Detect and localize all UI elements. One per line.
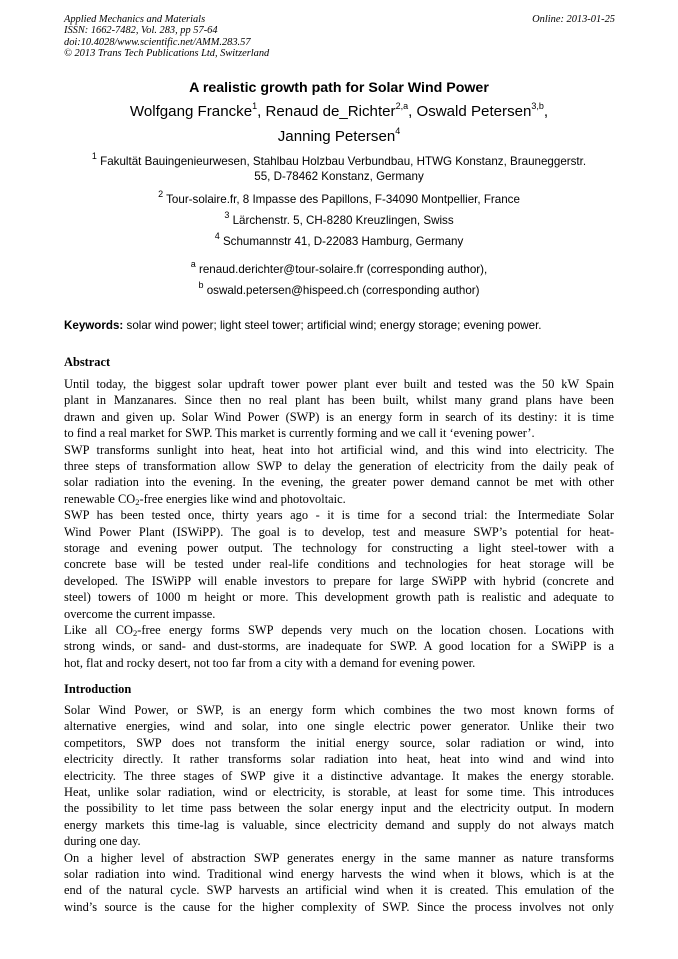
text-line: during one day.: [64, 834, 141, 849]
paper-title: A realistic growth path for Solar Wind Power: [189, 80, 489, 96]
online-date: [532, 14, 615, 25]
text-line: to find a real market for SWP. This market is currently forming and we call it ‘evening power’.: [64, 426, 535, 441]
journal-name: Applied Mechanics and Materials: [64, 14, 206, 25]
text-line: [64, 622, 614, 638]
affiliation-text: Fakultät Bauingenieurwesen, Stahlbau Holzbau Verbundbau, HTWG Konstanz, Brauneggerstr.: [100, 155, 587, 168]
text-line: solar radiation into the evening. In the evening, the greater power demand cannot be met with other: [64, 475, 614, 490]
authors-line-1: [0, 100, 678, 121]
text-line: Wind Power Plant (ISWiPP). The goal is to develop, test and measure SWP’s potential for heat-: [64, 524, 614, 539]
online-date-text: Online: 2013-01-25: [532, 14, 615, 25]
text-line: solar radiation into wind. Traditional wind energy harvests the wind when it blows, which is at the: [64, 867, 614, 881]
text-line: On a higher level of abstraction SWP generates energy in the same manner as nature transforms: [64, 850, 614, 865]
text-line: Until today, the biggest solar updraft tower power plant ever built and tested was the 50 kW Spain: [64, 377, 614, 391]
text-line: overcome the current impasse.: [64, 606, 216, 621]
journal-header: [64, 14, 269, 60]
text-line: three steps of transformation allow SWP to delay the generation of electricity from the daily peak of: [64, 459, 614, 473]
affiliation-sup: 3: [224, 210, 230, 221]
text-segment: -free energy forms SWP depends very much on the location chosen. Locations with: [137, 623, 615, 637]
author-name: Janning Petersen: [277, 128, 396, 145]
text-line: developed. The ISWiPP will enable investors to prepare for large SWiPP with hybrid (concrete and: [64, 573, 614, 588]
affiliation-sup: 1: [91, 151, 97, 162]
text-segment: renewable CO: [64, 491, 136, 506]
abstract-paragraph-4: [64, 622, 614, 671]
subscript: 2: [135, 496, 140, 507]
text-segment: Like all CO: [64, 623, 133, 637]
author-name: Wolfgang Francke: [129, 103, 253, 120]
text-line: Heat, unlike solar radiation, wind or electricity, is storable, at least for some time. This introduces: [64, 785, 614, 800]
text-line: electricity directly. It rather transforms solar radiation into heat, heat into wind and wind into: [64, 752, 614, 767]
author-sup: 4: [395, 125, 401, 136]
abstract-paragraph-1: [64, 376, 614, 442]
author-sup: 1: [252, 100, 258, 111]
text-line: storage and evening power output. The technology for constructing a light steel-tower with a: [64, 541, 614, 555]
text-line: the possibility to let time pass between the solar energy input and the electricity output. In modern: [64, 801, 614, 816]
introduction-paragraph-1: [64, 702, 614, 850]
abstract-heading: Abstract: [64, 355, 111, 369]
text-line: [64, 491, 614, 507]
text-line: alternative energies, wind and solar, into one single electric power generator. Unlike their two: [64, 719, 614, 734]
affiliation-text-cont: 55, D-78462 Konstanz, Germany: [254, 170, 424, 183]
text-line: hot, flat and rocky desert, not too far from a city with a demand for evening power.: [64, 655, 476, 670]
text-line: drawn and given up. Solar Wind Power (SWP) is an energy form in search of its destiny: it is time: [64, 409, 614, 424]
author-sep: ,: [408, 103, 417, 120]
text-line: SWP transforms sunlight into heat, heat into hot artificial wind, and this wind into electricity. The: [64, 442, 614, 457]
affiliation-1: [0, 151, 678, 184]
text-line: steel) towers of 1000 m height or more. This development growth path is realistic and adequate to: [64, 590, 614, 605]
text-line: SWP has been tested once, thirty years ago - it is time for a second trial: the Intermediate Solar: [64, 508, 614, 523]
keywords-text: solar wind power; light steel tower; artificial wind; energy storage; evening power.: [126, 319, 542, 332]
subscript: 2: [132, 628, 138, 638]
author-sep: ,: [257, 103, 266, 120]
author-name: Oswald Petersen: [416, 103, 532, 120]
abstract-paragraph-2: [64, 442, 614, 508]
text-line: end of the natural cycle. SWP harvests an artificial wind when it is created. This emulation of the: [64, 883, 614, 898]
affiliation-text: Schumannstr 41, D-22083 Hamburg, Germany: [222, 235, 464, 248]
text-line: concrete base will be tested under real-life conditions and technologies for heat storage will be: [64, 557, 614, 572]
email-b: [0, 280, 678, 298]
doi-line: doi:10.4028/www.scientific.net/AMM.283.57: [64, 36, 251, 48]
author-sep: ,: [543, 103, 549, 120]
text-line: Solar Wind Power, or SWP, is an energy form which combines the two most known forms of: [64, 703, 614, 717]
text-line: strong winds, or sand- and dust-storms, are inadequate for SWP. A good location for a SWiPP is a: [64, 639, 614, 654]
email-sup: a: [190, 259, 196, 270]
email-sup: b: [198, 280, 204, 291]
authors-line-2: [0, 125, 678, 146]
affiliation-text: Lärchenstr. 5, CH-8280 Kreuzlingen, Swiss: [232, 214, 454, 227]
keywords-label: Keywords:: [64, 319, 124, 332]
keywords: [64, 319, 542, 332]
text-line: competitors, SWP does not transform the initial energy source, solar radiation or wind, into: [64, 735, 614, 750]
email-text[interactable]: oswald.petersen@hispeed.ch (corresponding author): [206, 284, 480, 297]
abstract-paragraph-3: [64, 507, 614, 622]
introduction-paragraph-2: [64, 850, 614, 916]
author-sup: 3,b: [531, 100, 544, 111]
author-sup: 2,a: [395, 100, 409, 111]
introduction-heading: Introduction: [64, 682, 132, 696]
text-line: electricity. The three stages of SWP give it a distinctive advantage. It makes the energy storable.: [64, 768, 614, 783]
email-a: [0, 259, 678, 277]
affiliation-2: [0, 189, 678, 207]
author-name: Renaud de_Richter: [265, 103, 396, 120]
email-text[interactable]: renaud.derichter@tour-solaire.fr (corresponding author),: [199, 263, 488, 276]
copyright-line: © 2013 Trans Tech Publications Ltd, Switzerland: [64, 48, 270, 60]
text-segment: -free energies like wind and photovoltaic.: [139, 491, 346, 506]
text-line: plant in Manzanares. Since then no real plant has been built, whilst many grand plans have been: [64, 393, 614, 408]
text-line: wind’s source is the cause for the higher complexity of SWP. Since the process involves not only: [64, 899, 614, 914]
issn-line: ISSN: 1662-7482, Vol. 283, pp 57-64: [64, 25, 218, 37]
affiliation-4: [0, 231, 678, 249]
affiliation-text: Tour-solaire.fr, 8 Impasse des Papillons, F-34090 Montpellier, France: [166, 193, 520, 206]
affiliation-sup: 4: [214, 231, 220, 242]
affiliation-3: [0, 210, 678, 228]
text-line: energy markets this time-lag is valuable, since electricity demand and supply do not always match: [64, 817, 614, 832]
affiliation-sup: 2: [158, 189, 164, 200]
